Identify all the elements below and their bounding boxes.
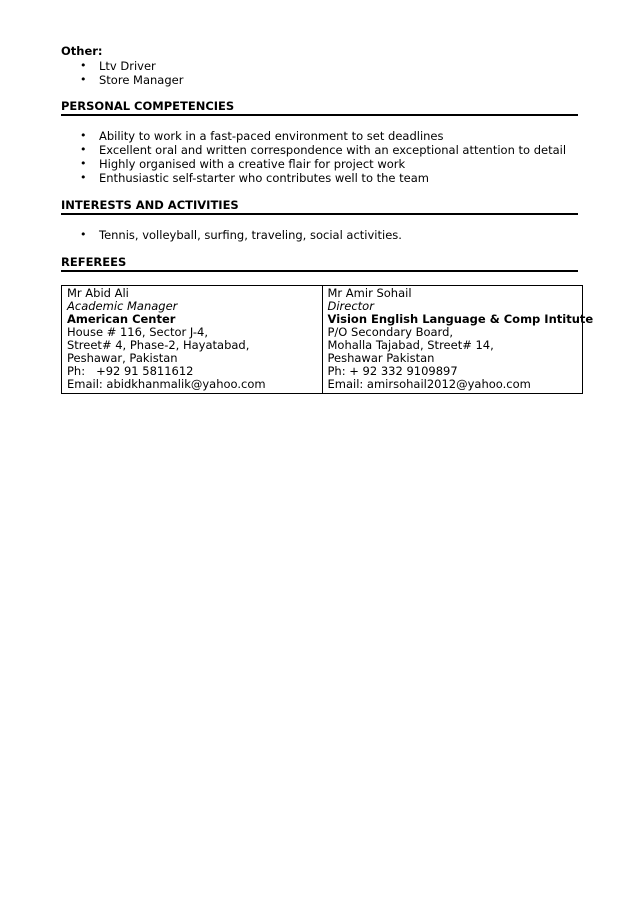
referee-name: Mr Abid Ali: [67, 286, 129, 300]
list-item-text: Tennis, volleyball, surfing, traveling, social activities.: [99, 228, 402, 242]
competencies-list: [61, 129, 578, 185]
referee-phone: Ph: + 92 332 9109897: [327, 364, 458, 378]
referee-address-line: P/O Secondary Board,: [327, 325, 454, 339]
bullet-icon: •: [80, 171, 87, 184]
list-item: [61, 171, 578, 185]
list-item-text: Enthusiastic self-starter who contributes well to the team: [99, 171, 429, 185]
interests-title: INTERESTS AND ACTIVITIES: [61, 198, 578, 215]
referee-position: Director: [327, 299, 374, 313]
referees-table: [61, 285, 594, 394]
other-list: [61, 59, 578, 87]
table-row: [62, 286, 583, 394]
list-item: [61, 59, 578, 73]
referee-address-line: Mohalla Tajabad, Street# 14,: [327, 338, 494, 352]
referee-email: Email: amirsohail2012@yahoo.com: [327, 377, 531, 391]
referee-organization: Vision English Language & Comp Intitute: [327, 312, 594, 326]
other-section: [61, 44, 578, 87]
list-item: [61, 157, 578, 171]
referee-city: Peshawar, Pakistan: [67, 351, 178, 365]
list-item-text: Excellent oral and written correspondence with an exceptional attention to detail: [99, 143, 567, 157]
list-item: [61, 228, 578, 242]
list-item-text: Ltv Driver: [99, 59, 156, 73]
bullet-icon: •: [80, 143, 87, 156]
interests-section: [61, 198, 578, 242]
referees-section: [61, 255, 578, 272]
bullet-icon: •: [80, 59, 87, 72]
referee-city: Peshawar Pakistan: [327, 351, 435, 365]
bullet-icon: •: [80, 129, 87, 142]
referee-name: Mr Amir Sohail: [327, 286, 412, 300]
interests-list: [61, 228, 578, 242]
list-item: [61, 143, 578, 157]
list-item: [61, 129, 578, 143]
referee-email: Email: abidkhanmalik@yahoo.com: [67, 377, 266, 391]
referees-title: REFEREES: [61, 255, 578, 272]
referee-organization: American Center: [67, 312, 176, 326]
competencies-title: PERSONAL COMPETENCIES: [61, 99, 578, 116]
referee-left-cell: [62, 286, 323, 394]
bullet-icon: •: [80, 157, 87, 170]
list-item: [61, 73, 578, 87]
referee-right-cell: [322, 286, 594, 394]
bullet-icon: •: [80, 228, 87, 241]
list-item-text: Highly organised with a creative flair for project work: [99, 157, 406, 171]
bullet-icon: •: [80, 73, 87, 86]
competencies-section: [61, 99, 578, 185]
other-heading: Other:: [61, 44, 103, 58]
list-item-text: Ability to work in a fast-paced environment to set deadlines: [99, 129, 444, 143]
referee-address-line: House # 116, Sector J-4,: [67, 325, 208, 339]
referee-phone: Ph: +92 91 5811612: [67, 364, 194, 378]
referee-address-line: Street# 4, Phase-2, Hayatabad,: [67, 338, 250, 352]
referee-position: Academic Manager: [67, 299, 178, 313]
list-item-text: Store Manager: [99, 73, 184, 87]
